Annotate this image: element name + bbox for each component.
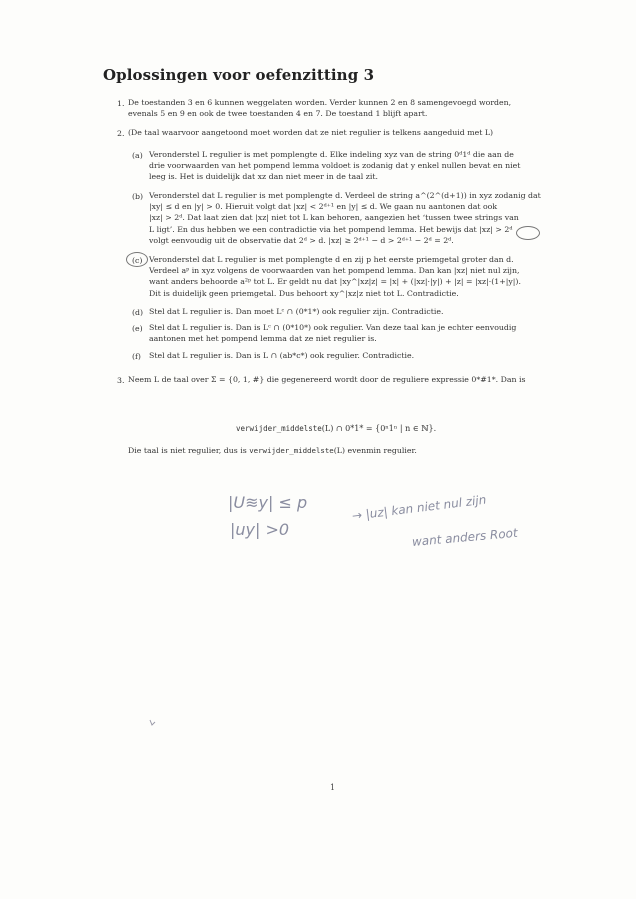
item-2-intro: (De taal waarvoor aangetoond moet worden dat ze niet regulier is telkens aangeduid met L) xyxy=(128,128,494,137)
item-2a-text xyxy=(149,149,520,183)
page-number: 1 xyxy=(330,783,336,792)
item-1-number: 1. xyxy=(117,99,125,108)
conclusion-post: (L) evenmin regulier. xyxy=(333,446,417,455)
item-3-number: 3. xyxy=(117,376,125,385)
item-2b-line: volgt eenvoudig uit de observatie dat 2ᵈ > d. |xz| ≥ 2ᵈ⁺¹ − d > 2ᵈ⁺¹ − 2ᵈ = 2ᵈ. xyxy=(149,235,454,245)
formula-rest: (L) ∩ 0*1* = {0ⁿ1ⁿ | n ∈ ℕ}. xyxy=(321,424,437,433)
handwritten-note: → |uz| kan niet nul zijn xyxy=(351,492,488,523)
item-2e-text xyxy=(149,322,516,344)
item-2b-line: |xz| > 2ᵈ. Dat laat zien dat |xz| niet tot L kan behoren, aangezien het ‘tussen twee strings van xyxy=(149,213,519,223)
page-title: Oplossingen voor oefenzitting 3 xyxy=(103,66,375,84)
item-2c-line: want anders behoorde a²ᵖ tot L. Er geldt nu dat |xy^|xz|z| = |x| + (|xz|·|y|) + |z| = |xz|·(1+|y|). xyxy=(149,277,521,287)
item-2d-label: (d) xyxy=(132,308,144,317)
pen-circle-mark xyxy=(126,252,148,267)
item-2e-label: (e) xyxy=(132,324,143,333)
item-2a-line: Veronderstel L regulier is met pomplengte d. Elke indeling xyz van de string 0ᵈ1ᵈ die aan de xyxy=(149,150,514,159)
display-formula xyxy=(236,424,436,433)
item-2b-line: Veronderstel dat L regulier is met pomplengte d. Verdeel de string a^(2^(d+1)) in xyz zodanig dat xyxy=(149,191,541,200)
item-2f-line: Stel dat L regulier is. Dan is L ∩ (ab*c*) ook regulier. Contradictie. xyxy=(149,351,415,360)
pen-circle-mark xyxy=(516,226,540,240)
item-2e-line: aantonen met het pompend lemma dat ze niet regulier is. xyxy=(149,334,377,344)
item-2c-line: Dit is duidelijk geen priemgetal. Dus behoort xy^|xz|z niet tot L. Contradictie. xyxy=(149,288,459,298)
conclusion-pre: Die taal is niet regulier, dus is xyxy=(128,446,250,455)
item-1-text xyxy=(128,97,511,119)
pen-tick-mark xyxy=(148,718,158,728)
item-2c-line: Verdeel aᵖ in xyz volgens de voorwaarden van het pompend lemma. Dan kan |xz| niet nul zijn, xyxy=(149,266,520,276)
item-2e-line: Stel dat L regulier is. Dan is Lᶜ ∩ (0*10*) ook regulier. Van deze taal kan je echter eenvoudig xyxy=(149,323,517,332)
item-2b-line: |xy| ≤ d en |y| > 0. Hieruit volgt dat |xz| < 2ᵈ⁺¹ en |y| ≤ d. We gaan nu aantonen dat ook xyxy=(149,202,498,212)
item-2a-line: drie voorwaarden van het pompend lemma voldoet is zodanig dat y enkel nullen bevat en niet xyxy=(149,161,521,171)
item-2c-text xyxy=(149,254,521,299)
item-2f-label: (f) xyxy=(132,352,141,361)
item-2c-line: Veronderstel dat L regulier is met pomplengte d en zij p het eerste priemgetal groter dan d. xyxy=(149,255,514,264)
item-2d-line: Stel dat L regulier is. Dan moet Lᶜ ∩ (0*1*) ook regulier zijn. Contradictie. xyxy=(149,307,444,316)
conclusion-text xyxy=(128,445,417,456)
item-2c-label: (c) xyxy=(132,256,143,265)
item-2a-line: leeg is. Het is duidelijk dat xz dan niet meer in de taal zit. xyxy=(149,172,378,182)
item-3-text: Neem L de taal over Σ = {0, 1, #} die gegenereerd wordt door de reguliere expressie 0*#1*. Dan is xyxy=(128,375,526,384)
handwritten-note: |uy| >0 xyxy=(230,520,290,539)
item-2b-text xyxy=(149,190,541,246)
item-2a-label: (a) xyxy=(132,151,143,160)
item-2d-text xyxy=(149,306,443,317)
item-2-number: 2. xyxy=(117,129,125,138)
item-1-line: De toestanden 3 en 6 kunnen weggelaten worden. Verder kunnen 2 en 8 samengevoegd worden, xyxy=(128,98,512,107)
conclusion-function-name: verwijder_middelste xyxy=(249,446,334,455)
item-2b-line: L ligt’. En dus hebben we een contradictie via het pompend lemma. Het bewijs dat |xz| > 2ᵈ xyxy=(149,224,513,234)
item-2f-text xyxy=(149,350,414,361)
item-1-line: evenals 5 en 9 en ook de twee toestanden 4 en 7. De toestand 1 blijft apart. xyxy=(128,109,428,119)
handwritten-note: want anders Root xyxy=(411,525,519,549)
handwritten-note: |U≋y| ≤ p xyxy=(228,493,308,512)
item-2b-label: (b) xyxy=(132,192,144,201)
formula-function-name: verwijder_middelste xyxy=(236,424,322,433)
